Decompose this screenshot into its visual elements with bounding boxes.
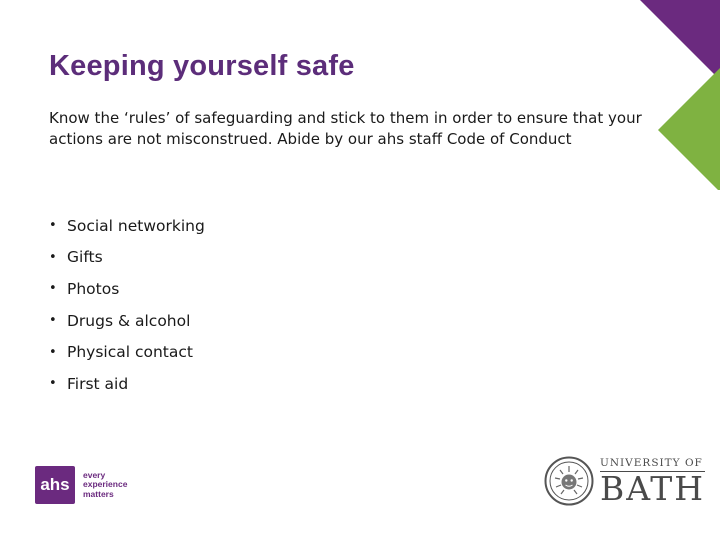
bullet-item bbox=[49, 368, 205, 400]
bullet-item bbox=[49, 210, 205, 242]
bullet-text: Social networking bbox=[67, 216, 205, 235]
bullet-dot: • bbox=[49, 249, 57, 265]
bullet-dot: • bbox=[49, 281, 57, 297]
bullet-dot: • bbox=[49, 376, 57, 392]
bullet-text: Gifts bbox=[67, 248, 103, 267]
ahs-tagline-line: every bbox=[83, 469, 106, 480]
bath-seal-icon bbox=[544, 456, 594, 506]
bath-wordmark-line2: BATH bbox=[600, 468, 706, 508]
green-triangle bbox=[658, 68, 720, 190]
bath-wordmark-line1: UNIVERSITY OF bbox=[600, 457, 705, 472]
bullet-item bbox=[49, 242, 205, 274]
ahs-logo bbox=[35, 466, 143, 504]
bullet-dot: • bbox=[49, 344, 57, 360]
corner-decoration bbox=[620, 0, 720, 190]
ahs-tagline-line: matters bbox=[83, 488, 114, 499]
bullet-text: First aid bbox=[67, 374, 129, 393]
ahs-tagline-line: experience bbox=[83, 479, 128, 490]
bullet-text: Physical contact bbox=[67, 343, 193, 362]
bullet-text: Drugs & alcohol bbox=[67, 311, 191, 330]
bullet-list bbox=[49, 210, 205, 400]
bullet-item bbox=[49, 336, 205, 368]
bath-wordmark bbox=[600, 457, 705, 506]
bullet-text: Photos bbox=[67, 279, 120, 298]
bullet-dot: • bbox=[49, 218, 57, 234]
bullet-dot: • bbox=[49, 313, 57, 329]
bullet-item bbox=[49, 273, 205, 305]
purple-triangle bbox=[640, 0, 720, 80]
slide-title: Keeping yourself safe bbox=[49, 50, 355, 82]
bullet-item bbox=[49, 305, 205, 337]
ahs-logo-mark: ahs bbox=[35, 466, 75, 504]
ahs-tagline bbox=[83, 471, 143, 500]
slide-body-text: Know the ‘rules’ of safeguarding and stick to them in order to ensure that your actions are not misconstrued. Abide by our ahs staff Code of Conduct bbox=[49, 109, 642, 148]
university-of-bath-logo bbox=[544, 456, 705, 506]
